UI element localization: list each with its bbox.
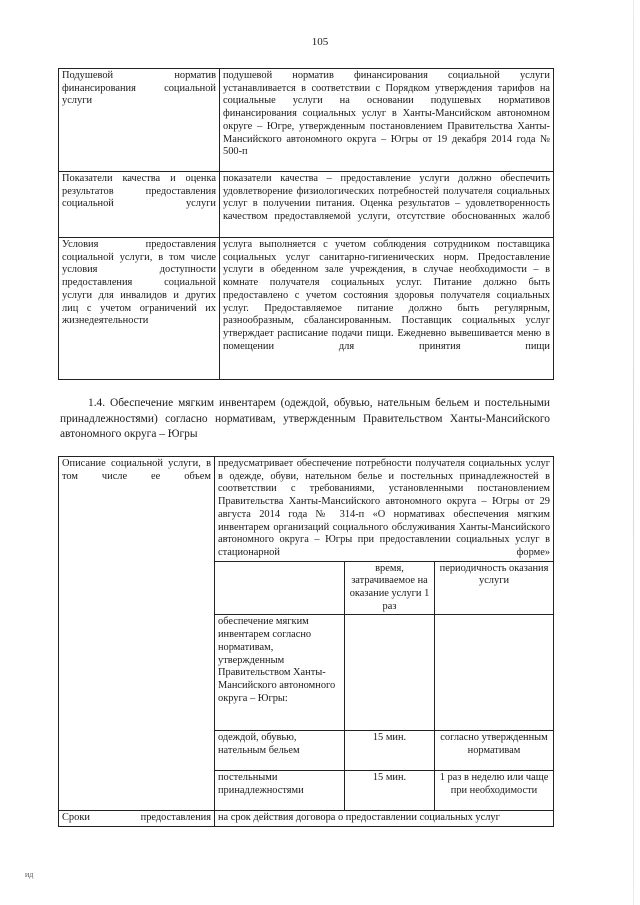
page-number: 105 bbox=[311, 36, 329, 48]
row-text: показатели качества – предоставление услуги должно обеспечить удовлетворение физиологических потребностей получателя социальных услуг в получении питания. Оценка результатов – удовлетворенность качеством предоставляемой услуги, отсутствие обоснованных жалоб bbox=[220, 172, 554, 238]
row-label: Подушевой норматив финансирования социальной услуги bbox=[59, 69, 220, 172]
period-cell: 1 раз в неделю или чаще при необходимости bbox=[435, 771, 554, 811]
column-header-period: периодичность оказания услуги bbox=[435, 561, 554, 615]
row-label: Показатели качества и оценка результатов предоставления социальной услуги bbox=[59, 172, 220, 238]
row-label: Условия предоставления социальной услуги, в том числе условия доступности предоставления социальной услуги для инвалидов и других лиц с учетом ограничений их жизнедеятельности bbox=[59, 238, 220, 380]
services-table-continued bbox=[58, 68, 554, 380]
column-header-time: время, затрачиваемое на оказание услуги 1 раз bbox=[345, 561, 435, 615]
item-cell: одеждой, обувью, нательным бельем bbox=[215, 731, 345, 771]
item-cell: обеспечение мягким инвентарем согласно нормативам, утвержденным Правительством Ханты-Мансийского автономного округа – Югры: bbox=[215, 615, 345, 731]
time-cell: 15 мин. bbox=[345, 771, 435, 811]
description-label: Описание социальной услуги, в том числе ее объем bbox=[59, 457, 215, 811]
empty-header-cell bbox=[215, 561, 345, 615]
terms-label: Сроки предоставления bbox=[59, 811, 215, 827]
period-cell bbox=[435, 615, 554, 731]
row-text: услуга выполняется с учетом соблюдения сотрудником поставщика социальных услуг санитарно-гигиенических норм. Предоставление услуги в обеденном зале учреждения, в случае необходимости – в комнате получателя социальных услуг. Питание должно быть предоставлено с учетом состояния здоровья получателя социальных услуг. Предоставляемое питание должно быть регулярным, разнообразным, сбалансированным. Поставщик социальных услуг утверждает расписание подачи пищи. Ежедневно вывешивается меню в помещении для принятия пищи bbox=[220, 238, 554, 380]
table-row bbox=[59, 238, 554, 380]
terms-text: на срок действия договора о предоставлении социальных услуг bbox=[215, 811, 554, 827]
time-cell bbox=[345, 615, 435, 731]
description-text: предусматривает обеспечение потребности получателя социальных услуг в одежде, обуви, нательном белье и постельных принадлежностей в соответствии с требованиями, установленными постановлением Правительства Ханты-Мансийского автономного округа – Югры от 29 августа 2014 года № 314-п «О нормативах обеспечения мягким инвентарем организаций социального обслуживания Ханты-Мансийского автономного округа – Югры при предоставлении социальных услуг в стационарной форме» bbox=[215, 457, 554, 562]
footer-mark: ид bbox=[25, 870, 34, 879]
section-heading: 1.4. Обеспечение мягким инвентарем (одеждой, обувью, нательным бельем и постельными принадлежностями) согласно нормативам, утвержденным Правительством Ханты-Мансийского автономного округа – Югры bbox=[60, 397, 550, 440]
item-cell: постельными принадлежностями bbox=[215, 771, 345, 811]
period-cell: согласно утвержденным нормативам bbox=[435, 731, 554, 771]
time-cell: 15 мин. bbox=[345, 731, 435, 771]
table-row bbox=[59, 457, 554, 562]
table-row bbox=[59, 811, 554, 827]
row-text: подушевой норматив финансирования социальной услуги устанавливается в соответствии с Порядком утверждения тарифов на социальные услуги на основании подушевых нормативов финансирования социальных услуг в Ханты-Мансийском автономном округе – Югре, утвержденным постановлением Правительства Ханты-Мансийского автономного округа – Югры от 19 декабря 2014 года № 500-п bbox=[220, 69, 554, 172]
soft-inventory-table bbox=[58, 456, 554, 827]
table-row bbox=[59, 69, 554, 172]
scan-edge-line bbox=[633, 0, 634, 905]
table-row bbox=[59, 172, 554, 238]
